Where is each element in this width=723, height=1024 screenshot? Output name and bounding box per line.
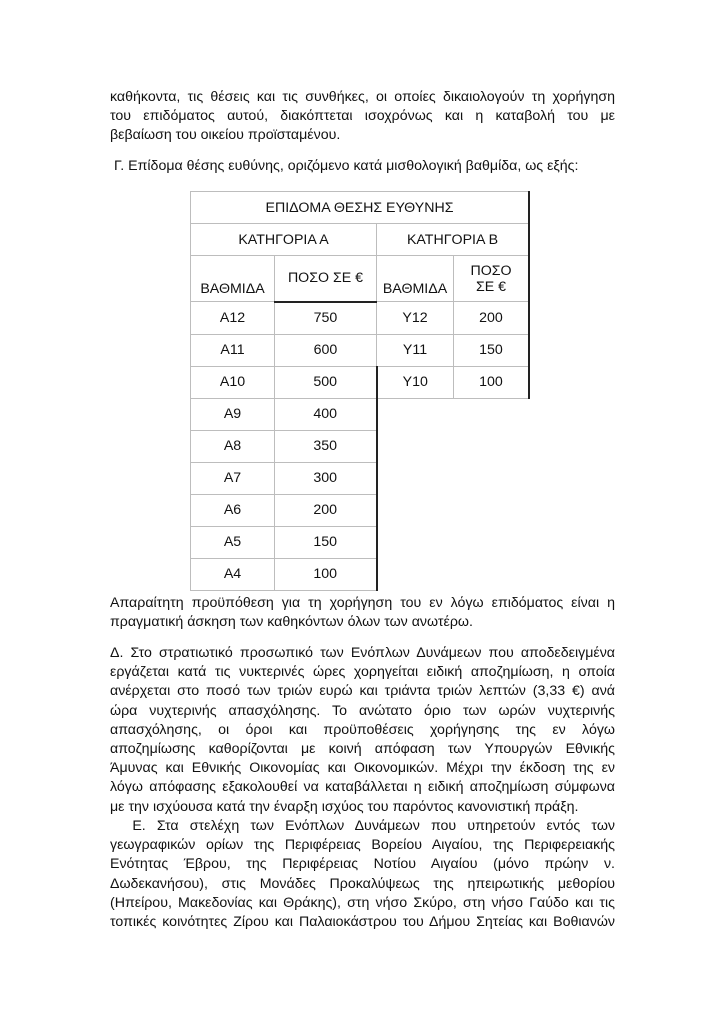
grade-a-cell: Α5	[191, 526, 275, 558]
table-row	[191, 302, 530, 335]
grade-a-cell: Α6	[191, 494, 275, 526]
text-line: Απαραίτητη προϋπόθεση για τη χορήγηση του εν λόγω επιδόματος είναι η	[110, 595, 615, 611]
table-title: ΕΠΙΔΟΜΑ ΘΕΣΗΣ ΕΥΘΥΝΗΣ	[191, 192, 530, 224]
table-row	[191, 558, 530, 590]
text-line: αποζημίωσης καθορίζονται με κοινή απόφαση των Υπουργών Εθνικής	[110, 741, 615, 758]
table-row	[191, 334, 530, 366]
column-header-amount-b	[454, 256, 530, 302]
amount-b-cell: 150	[454, 334, 530, 366]
empty-cell	[377, 526, 530, 558]
text-line: Δ. Στο στρατιωτικό προσωπικό των Ενόπλων Δυνάμεων που αποδεδειγμένα	[110, 645, 615, 661]
amount-a-cell: 200	[275, 494, 377, 526]
table-row	[191, 366, 530, 398]
table-row	[191, 430, 530, 462]
amount-a-cell: 300	[275, 462, 377, 494]
text-line: Ε. Στα στελέχη των Ενόπλων Δυνάμεων που υπηρετούν εντός των	[110, 818, 615, 834]
responsibility-allowance-table	[190, 191, 530, 591]
text-line: βεβαίωση του οικείου προϊσταμένου.	[110, 127, 341, 144]
paragraph-duties-continuation	[110, 88, 615, 146]
grade-a-cell: Α8	[191, 430, 275, 462]
text-line: λόγω απόφασης εξακολουθεί να καταβάλλεται η ειδική αποζημίωση σύμφωνα	[110, 779, 615, 796]
table-row	[191, 526, 530, 558]
grade-a-cell: Α4	[191, 558, 275, 590]
paragraph-section-d	[110, 644, 615, 817]
amount-a-cell: 150	[275, 526, 377, 558]
category-b-header: ΚΑΤΗΓΟΡΙΑ Β	[377, 224, 530, 256]
grade-a-cell: Α9	[191, 398, 275, 430]
paragraph-precondition	[110, 594, 615, 632]
text-line: (Ηπείρου, Μακεδονίας και Θράκης), στη νήσο Σκύρο, στη νήσο Γαύδο και τις	[110, 894, 615, 911]
text-line: εργάζεται κατά τις νυκτερινές ώρες χορηγείται ειδική αποζημίωση, η οποία	[110, 664, 615, 681]
table-row	[191, 398, 530, 430]
text-line: απασχόλησης, οι όροι και προϋποθέσεις χορήγησης της εν λόγω	[110, 721, 615, 738]
paragraph-section-e	[110, 817, 615, 932]
text-line: του επιδόματος αυτού, διακόπτεται ισοχρόνως και η καταβολή του με	[110, 108, 615, 125]
column-header-grade-b: ΒΑΘΜΙΔΑ	[377, 256, 454, 302]
amount-b-label-line2: ΣΕ €	[475, 278, 507, 295]
amount-a-cell: 500	[275, 366, 377, 398]
text-line: Άμυνας και Εθνικής Οικονομίας και Οικονομικών. Μέχρι την έκδοση της εν	[110, 760, 615, 777]
grade-b-cell: Υ11	[377, 334, 454, 366]
grade-a-cell: Α12	[191, 302, 275, 335]
empty-cell	[377, 558, 530, 590]
grade-b-cell: Υ10	[377, 366, 454, 398]
empty-cell	[377, 398, 530, 430]
text-line: καθήκοντα, τις θέσεις και τις συνθήκες, οι οποίες δικαιολογούν τη χορήγηση	[110, 89, 615, 105]
text-line: ώρα νυχτερινής απασχόλησης. Το ανώτατο όριο των ωρών νυχτερινής	[110, 702, 615, 719]
empty-cell	[377, 462, 530, 494]
grade-b-cell: Υ12	[377, 302, 454, 335]
grade-a-cell: Α10	[191, 366, 275, 398]
column-header-grade-a: ΒΑΘΜΙΔΑ	[191, 256, 275, 302]
text-line: γεωγραφικών ορίων της Περιφέρειας Βορείου Αιγαίου, της Περιφερειακής	[110, 837, 615, 854]
grade-a-cell: Α7	[191, 462, 275, 494]
text-line: Δωδεκανήσου), στις Μονάδες Προκαλύψεως της ηπειρωτικής μεθορίου	[110, 875, 615, 892]
amount-a-cell: 350	[275, 430, 377, 462]
text-line: πραγματική άσκηση των καθηκόντων όλων των ανωτέρω.	[110, 614, 473, 631]
text-line: Ενότητας Έβρου, της Περιφέρειας Νοτίου Αιγαίου (μόνο πρώην ν.	[110, 856, 615, 873]
paragraph-section-g	[114, 157, 619, 176]
text-line: Γ. Επίδομα θέσης ευθύνης, οριζόμενο κατά μισθολογική βαθμίδα, ως εξής:	[114, 158, 579, 174]
amount-b-label-line1: ΠΟΣΟ	[470, 262, 512, 279]
amount-a-cell: 750	[275, 302, 377, 335]
amount-b-cell: 100	[454, 366, 530, 398]
empty-cell	[377, 494, 530, 526]
amount-a-cell: 600	[275, 334, 377, 366]
amount-a-cell: 400	[275, 398, 377, 430]
text-line: με την ισχύουσα κατά την έναρξη ισχύος του παρόντος κανονιστική πράξη.	[110, 798, 579, 815]
empty-cell	[377, 430, 530, 462]
category-a-header: ΚΑΤΗΓΟΡΙΑ Α	[191, 224, 377, 256]
text-line: ανέρχεται στο ποσό των τριών ευρώ και τριάντα τριών λεπτών (3,33 €) ανά	[110, 683, 615, 700]
amount-a-cell: 100	[275, 558, 377, 590]
text-line: τοπικές κοινότητες Ζίρου και Παλαιοκάστρου του Δήμου Σητείας και Βοθιανών	[110, 914, 615, 931]
grade-a-cell: Α11	[191, 334, 275, 366]
amount-b-cell: 200	[454, 302, 530, 335]
column-header-amount-a: ΠΟΣΟ ΣΕ €	[275, 256, 377, 302]
table-row	[191, 462, 530, 494]
table-row	[191, 494, 530, 526]
